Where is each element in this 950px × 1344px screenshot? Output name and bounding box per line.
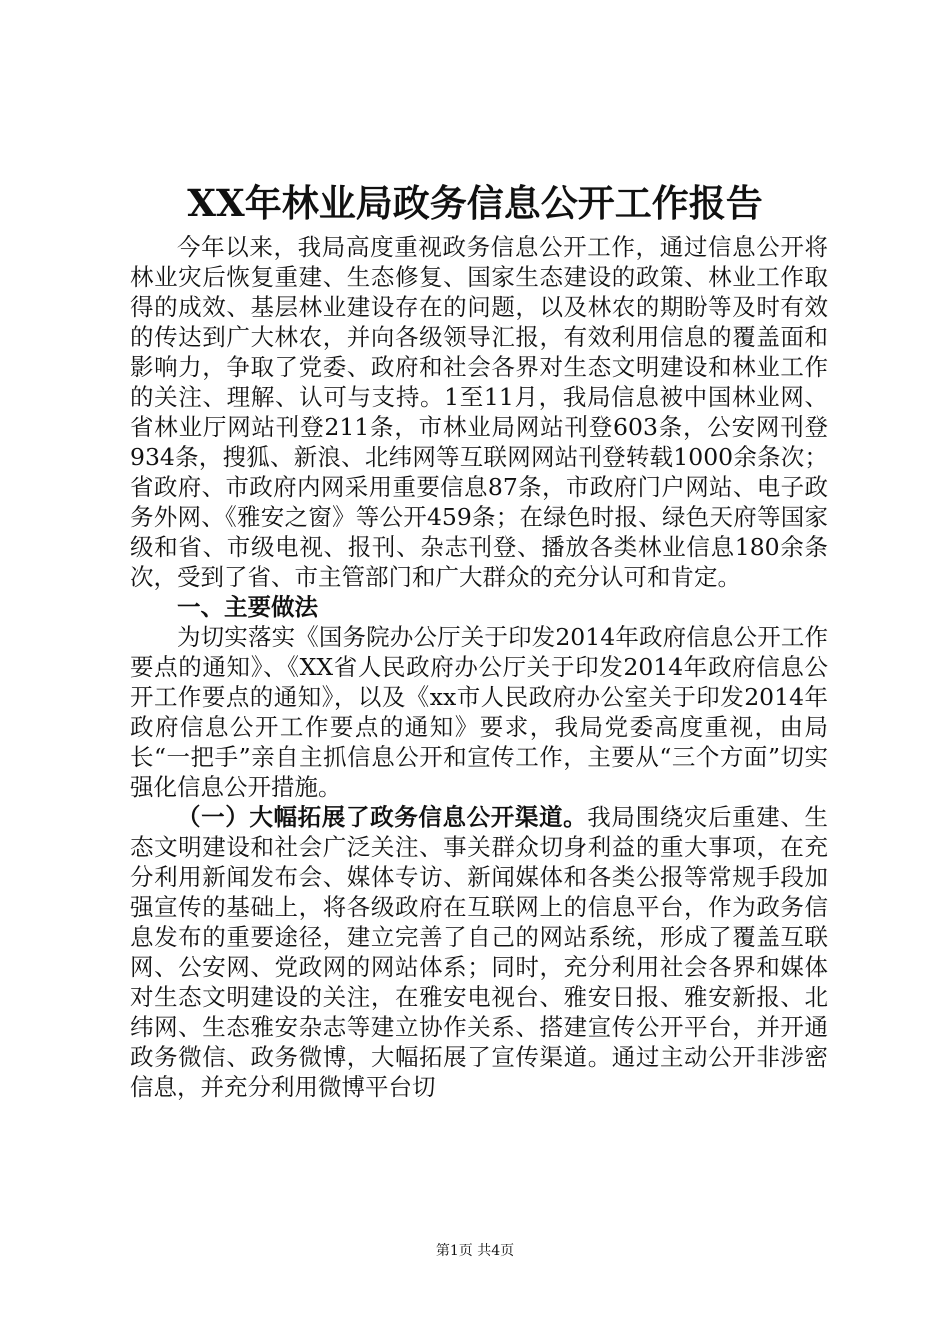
implementation-paragraph: 为切实落实《国务院办公厅关于印发2014年政府信息公开工作要点的通知》、《XX省人民政府办公厅关于印发2014年政府信息公开工作要点的通知》，以及《xx市人民政府办公室关于印发2014年政府信息公开工作要点的通知》要求，我局党委高度重视，由局长“一把手”亲自主抓信息公开和宣传工作，主要从“三个方面”切实强化信息公开措施。: [130, 623, 828, 801]
channels-lead: （一）大幅拓展了政务信息公开渠道。: [177, 803, 588, 831]
section-heading-main-methods: 一、主要做法: [177, 593, 318, 621]
intro-paragraph: 今年以来，我局高度重视政务信息公开工作，通过信息公开将林业灾后恢复重建、生态修复、国家生态建设的政策、林业工作取得的成效、基层林业建设存在的问题，以及林农的期盼等及时有效的传达到广大林农，并向各级领导汇报，有效利用信息的覆盖面和影响力，争取了党委、政府和社会各界对生态文明建设和林业工作的关注、理解、认可与支持。1至11月，我局信息被中国林业网、省林业厅网站刊登211条，市林业局网站刊登603条，公安网刊登934条，搜狐、新浪、北纬网等互联网网站刊登转载1000余条次；省政府、市政府内网采用重要信息87条，市政府门户网站、电子政务外网、《雅安之窗》等公开459条；在绿色时报、绿色天府等国家级和省、市级电视、报刊、杂志刊登、播放各类林业信息180余条次，受到了省、市主管部门和广大群众的充分认可和肯定。: [130, 233, 828, 591]
document-body: [130, 232, 828, 1102]
page-number: 第1页 共4页: [435, 1243, 515, 1259]
channels-paragraph: [130, 802, 828, 1102]
channels-body: 我局围绕灾后重建、生态文明建设和社会广泛关注、事关群众切身利益的重大事项，在充分利用新闻发布会、媒体专访、新闻媒体和各类公报等常规手段加强宣传的基础上，将各级政府在互联网上的信息平台，作为政务信息发布的重要途径，建立完善了自己的网站系统，形成了覆盖互联网、公安网、党政网的网站体系；同时，充分利用社会各界和媒体对生态文明建设的关注，在雅安电视台、雅安日报、雅安新报、北纬网、生态雅安杂志等建立协作关系、搭建宣传公开平台，并开通政务微信、政务微博，大幅拓展了宣传渠道。通过主动公开非涉密信息，并充分利用微博平台切: [130, 803, 829, 1101]
document-title: XX年林业局政务信息公开工作报告: [187, 181, 763, 225]
